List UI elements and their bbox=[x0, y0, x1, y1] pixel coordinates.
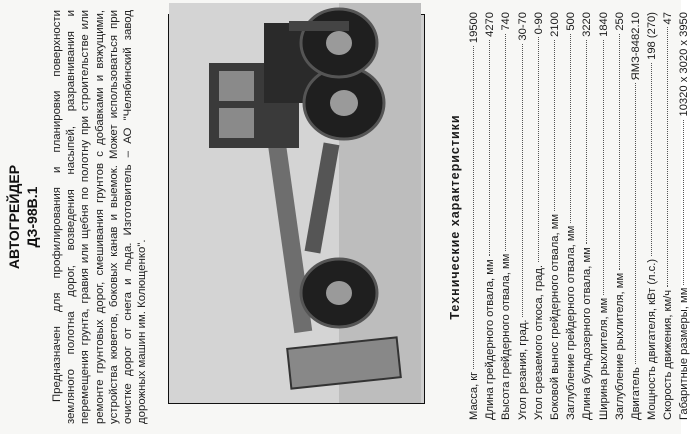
spec-row bbox=[676, 12, 692, 420]
spec-label: Угол резания, град. bbox=[516, 319, 529, 420]
spec-row bbox=[612, 12, 628, 420]
spec-row bbox=[515, 12, 531, 420]
specs-title: Технические характеристики bbox=[448, 114, 462, 320]
spec-value: 740 bbox=[500, 12, 513, 31]
spec-value: 2100 bbox=[548, 12, 561, 37]
spec-row bbox=[498, 12, 514, 420]
spec-label: Угол срезаемого откоса, град. bbox=[532, 264, 545, 420]
leader-dots bbox=[651, 63, 652, 256]
spec-label: Высота грейдерного отвала, мм bbox=[500, 253, 513, 420]
leader-dots bbox=[635, 83, 636, 364]
spec-value: 1840 bbox=[597, 12, 610, 37]
spec-label: Заглубление грейдерного отвала, мм bbox=[565, 225, 578, 420]
spec-label: Мощность двигателя, кВт (л.с.) bbox=[646, 258, 659, 420]
spec-row bbox=[466, 12, 482, 420]
leader-dots bbox=[603, 40, 604, 295]
grader-photo bbox=[168, 14, 425, 404]
spec-value: 10320 х 3020 х 3950 bbox=[678, 12, 691, 117]
leader-dots bbox=[538, 37, 539, 262]
spec-row bbox=[596, 12, 612, 420]
spec-label: Длина грейдерного отвала, мм bbox=[484, 259, 497, 420]
spec-row bbox=[628, 12, 644, 420]
leader-dots bbox=[473, 46, 474, 369]
title-block bbox=[0, 0, 60, 434]
grader-illustration bbox=[169, 3, 421, 403]
spec-label: Двигатель bbox=[629, 367, 642, 420]
leader-dots bbox=[554, 40, 555, 211]
spec-value: 19500 bbox=[468, 12, 480, 44]
leader-dots bbox=[522, 44, 523, 317]
leader-dots bbox=[570, 34, 571, 223]
spec-value: 30-70 bbox=[516, 12, 529, 41]
spec-label: Длина бульдозерного отвала, мм bbox=[581, 247, 594, 420]
doc-model: ДЗ-98В.1 bbox=[24, 186, 40, 248]
spec-value: 0-90 bbox=[532, 12, 545, 35]
spec-label: Масса, кг bbox=[468, 371, 480, 420]
description-paragraph: Предназначен для профилирования и планировки поверхности земляного полотна дорог, возведения насыпей, разравнивания и перемещения грунта, гравия или щебня по полотну при строительстве или ремонте грунтовых дорог, смешивания грунтов с добавками и вяжущими, устройства кюветов, боковых канав и выемок. Может использоваться при очистке дорог от снега и льда. Изготовитель – АО "Челябинский завод дорожных машин им. Колющенко". bbox=[51, 10, 149, 424]
spec-label: Ширина рыхлителя, мм bbox=[597, 297, 610, 420]
spec-row bbox=[563, 12, 579, 420]
leader-dots bbox=[683, 120, 684, 285]
doc-title: АВТОГРЕЙДЕР bbox=[6, 164, 22, 270]
spec-value: 250 bbox=[613, 12, 626, 31]
spec-value: 47 bbox=[662, 12, 675, 25]
specs-block bbox=[440, 0, 691, 434]
leader-dots bbox=[586, 40, 587, 244]
leader-dots bbox=[489, 40, 490, 256]
spec-value: 4270 bbox=[484, 12, 497, 37]
spec-row bbox=[644, 12, 660, 420]
specs-list bbox=[466, 12, 693, 420]
spec-label: Заглубление рыхлителя, мм bbox=[613, 272, 626, 420]
spec-value: 500 bbox=[565, 12, 578, 31]
spec-value: 3220 bbox=[581, 12, 594, 37]
leader-dots bbox=[505, 34, 506, 251]
spec-row bbox=[660, 12, 676, 420]
spec-row bbox=[579, 12, 595, 420]
leader-dots bbox=[667, 27, 668, 286]
leader-dots bbox=[619, 34, 620, 270]
page-rotated bbox=[50, 0, 470, 434]
spec-value: 198 (270) bbox=[646, 12, 659, 60]
spec-label: Боковой вынос грейдерного отвала, мм bbox=[548, 213, 561, 420]
spec-row bbox=[482, 12, 498, 420]
spec-label: Габаритные размеры, мм bbox=[678, 287, 691, 420]
spec-value: ЯМЗ-8482.10 bbox=[629, 12, 642, 81]
spec-row bbox=[531, 12, 547, 420]
spec-row bbox=[547, 12, 563, 420]
spec-label: Скорость движения, км/ч bbox=[662, 289, 675, 420]
